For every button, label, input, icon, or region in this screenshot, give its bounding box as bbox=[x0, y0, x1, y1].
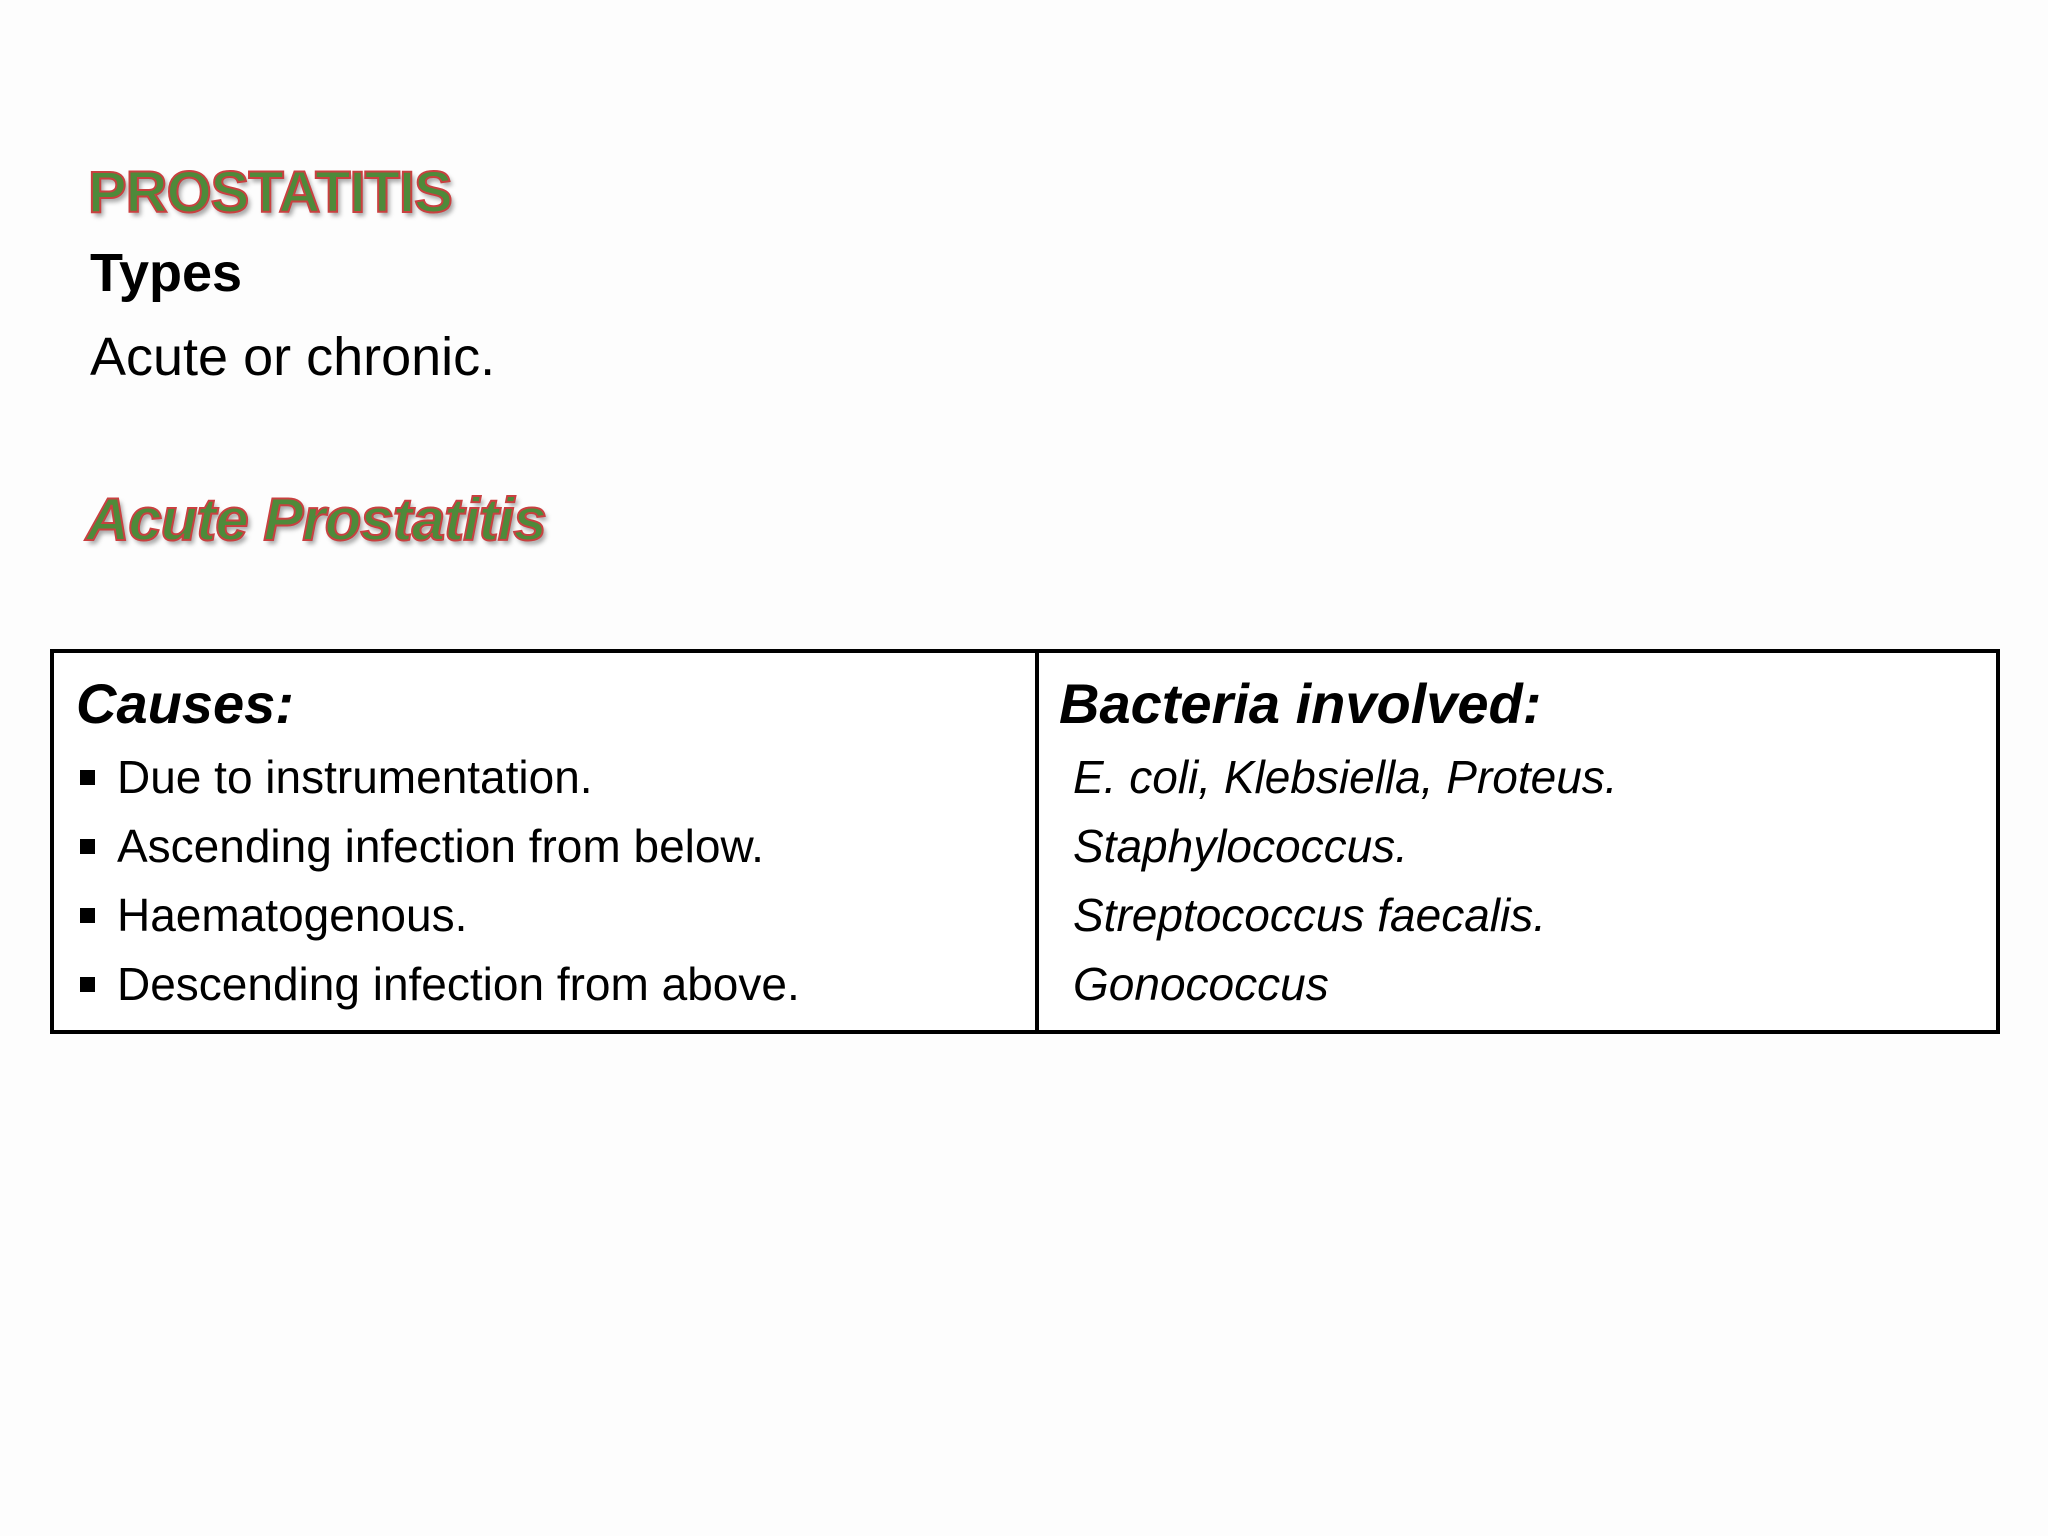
cause-text: Descending infection from above. bbox=[117, 958, 800, 1010]
bacteria-column bbox=[1039, 653, 1996, 1030]
list-item bbox=[76, 812, 1015, 881]
bacteria-heading: Bacteria involved: bbox=[1059, 672, 1542, 735]
bacteria-list bbox=[1059, 743, 1976, 1019]
cause-text: Ascending infection from below. bbox=[117, 820, 764, 872]
square-bullet-icon bbox=[80, 770, 95, 785]
square-bullet-icon bbox=[80, 839, 95, 854]
cause-text: Haematogenous. bbox=[117, 889, 468, 941]
types-heading: Types bbox=[90, 243, 243, 303]
list-item: E. coli, Klebsiella, Proteus. bbox=[1073, 751, 1618, 803]
list-item: Staphylococcus. bbox=[1073, 820, 1408, 872]
square-bullet-icon bbox=[80, 977, 95, 992]
types-text: Acute or chronic. bbox=[90, 327, 496, 387]
list-item: Gonococcus bbox=[1073, 958, 1329, 1010]
cause-text: Due to instrumentation. bbox=[117, 751, 593, 803]
square-bullet-icon bbox=[80, 908, 95, 923]
causes-bacteria-table bbox=[50, 649, 2000, 1034]
section-heading: Acute Prostatitis bbox=[86, 486, 546, 553]
list-item bbox=[76, 881, 1015, 950]
causes-column bbox=[54, 653, 1039, 1030]
list-item bbox=[76, 950, 1015, 1019]
causes-list bbox=[76, 743, 1015, 1019]
causes-heading: Causes: bbox=[76, 672, 294, 735]
slide-title: PROSTATITIS bbox=[88, 160, 452, 225]
list-item bbox=[76, 743, 1015, 812]
list-item: Streptococcus faecalis. bbox=[1073, 889, 1547, 941]
